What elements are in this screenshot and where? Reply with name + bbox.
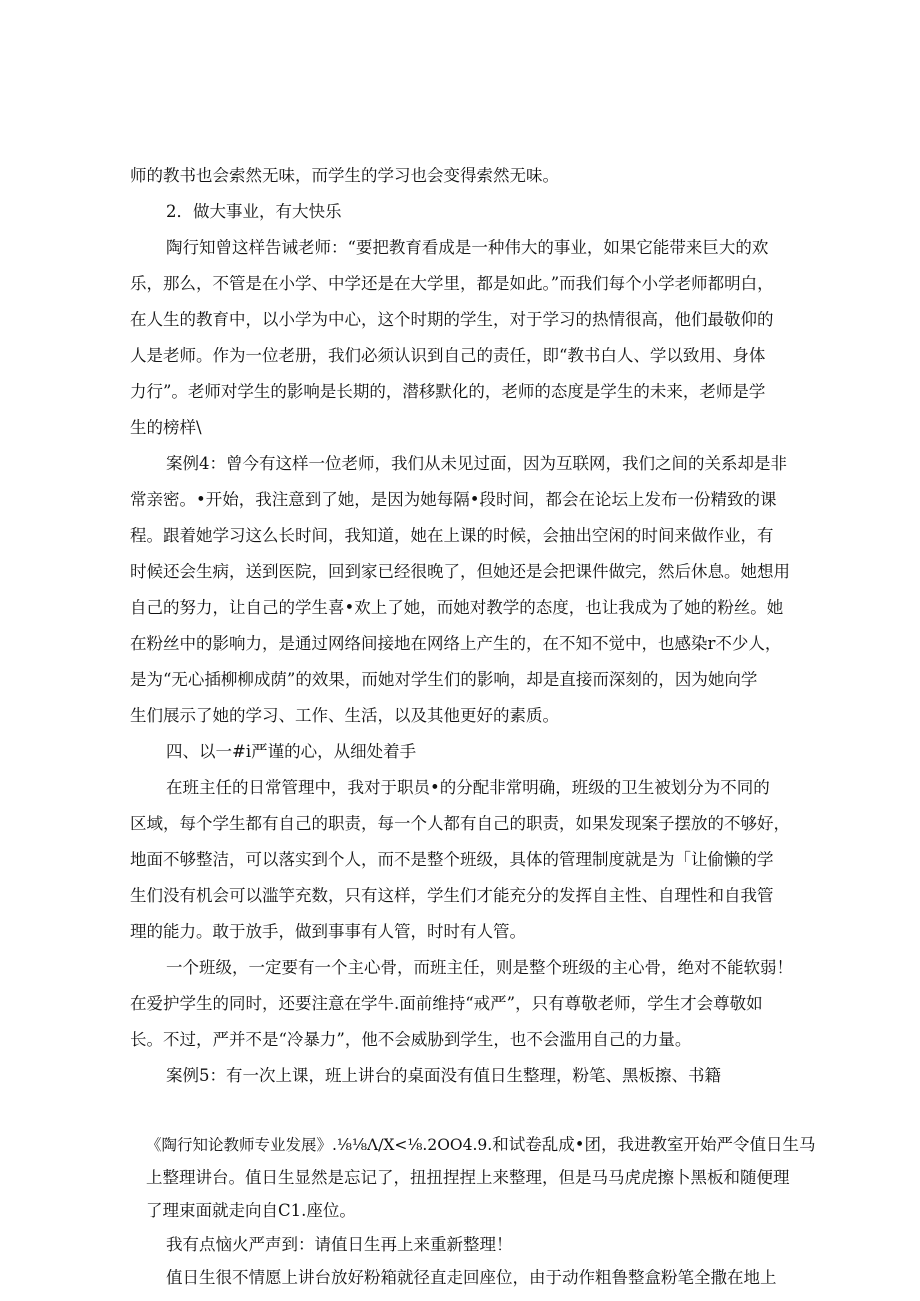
text-line: 师的教书也会索然无味，而学生的学习也会变得索然无味。: [130, 166, 559, 185]
text-line: 是为“无心插柳柳成荫”的效果，而她对学生们的影响，却是直接而深刻的，因为她向学: [130, 670, 758, 689]
text-line: 案例5：有一次上课，班上讲台的桌面没有值日生整理，粉笔、黑板擦、书籍: [166, 1066, 721, 1085]
text-line: 人是老师。作为一位老册，我们必须认识到自己的责任，即“教书白人、学以致用、身体: [130, 346, 766, 365]
text-line: 在班主任的日常管理中，我对于职员•的分配非常明确，班级的卫生被划分为不同的: [166, 778, 770, 797]
text-line: 程。跟着她学习这么长时间，我知道，她在上课的时候，会抽出空闲的时间来做作业，有: [130, 526, 774, 545]
text-line: 上整理讲台。值日生显然是忘记了，扭扭捏捏上来整理，但是马马虎虎擦卜黑板和随便理: [146, 1168, 790, 1187]
text-line: 长。不过，严并不是“冷暴力”，他不会威胁到学生，也不会滥用自己的力量。: [130, 1030, 692, 1049]
text-line: 了理束面就走向自C1.座位。: [146, 1201, 356, 1220]
text-line: 生们没有机会可以滥竽充数，只有这样，学生们才能充分的发挥自主性、自理性和自我管: [130, 886, 774, 905]
text-line: 理的能力。敢于放手，做到事事有人管，时时有人管。: [130, 922, 526, 941]
text-line: 我有点恼火严声到：请值日生再上来重新整理！: [166, 1235, 513, 1254]
text-line: 时候还会生病，送到医院，回到家已经很晚了，但她还是会把课件做完，然后休息。她想用: [130, 562, 790, 581]
text-line: 和试卷乱成•团，我进教室开始严令值日生马: [492, 1135, 816, 1154]
text-line: 值日生很不情愿上讲台放好粉箱就径直走回座位，由于动作粗鲁整盒粉笔全撒在地上: [166, 1268, 777, 1287]
text-line: 陶行知曾这样告诫老师：“要把教育看成是一种伟大的事业，如果它能带来巨大的欢: [166, 238, 769, 257]
text-line: 案例4：曾今有这样一位老师，我们从未见过面，因为互联网，我们之间的关系却是非: [166, 454, 787, 473]
text-line: 地面不够整洁，可以落实到个人，而不是整个班级，具体的管理制度就是为「让偷懒的学: [130, 850, 774, 869]
footnote: 《陶行知论教师专业发展》.⅛⅛Λ∕X<⅛.2OO4.9.: [146, 1136, 493, 1154]
text-line: 乐，那么，不管是在小学、中学还是在大学里，都是如此。”而我们每个小学老师都明白，: [130, 274, 774, 293]
text-line: 自己的努力，让自己的学生喜•欢上了她，而她对教学的态度，也让我成为了她的粉丝。她: [130, 598, 784, 617]
text-line: 区域，每个学生都有自己的职责，每一个人都有自己的职责，如果发现案子摆放的不够好，: [130, 814, 790, 833]
text-line: 力行”。老师对学生的影响是长期的，潜移默化的，老师的态度是学生的未来，老师是学: [130, 382, 766, 401]
section-heading: 四、以一#i严谨的心，从细处着手: [166, 742, 417, 761]
text-line: 常亲密。•开始，我注意到了她，是因为她每隔•段时间，都会在论坛上发布一份精致的课: [130, 490, 777, 509]
text-line: 生的榜样\: [130, 418, 202, 437]
text-line: 在粉丝中的影响力，是通过网络间接地在网络上产生的，在不知不觉中，也感染r不少人，: [130, 634, 782, 653]
text-line: 在人生的教育中，以小学为中心，这个时期的学生，对于学习的热情很高，他们最敬仰的: [130, 310, 774, 329]
footnote-line: [146, 1135, 815, 1155]
text-line: 生们展示了她的学习、工作、生活，以及其他更好的素质。: [130, 706, 559, 725]
text-line: 在爱护学生的同时，还要注意在学牛.面前维持“戒严”，只有尊敬老师，学生才会尊敬如: [130, 994, 763, 1013]
text-line: 一个班级，一定要有一个主心骨，而班主任，则是整个班级的主心骨，绝对不能软弱！: [166, 958, 793, 977]
section-heading: 2．做大事业，有大快乐: [166, 202, 342, 221]
